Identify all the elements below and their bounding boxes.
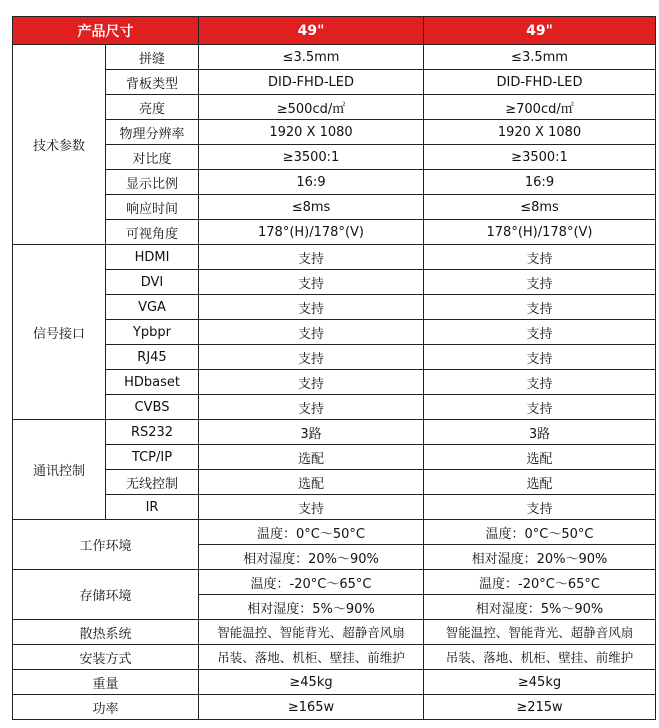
mounting-a: 吊装、落地、机柜、壁挂、前维护: [199, 645, 424, 670]
table-row: [13, 395, 656, 420]
value-b: 支持: [424, 245, 656, 270]
value-a: 支持: [199, 395, 424, 420]
value-b: 支持: [424, 295, 656, 320]
work-humidity-b: 相对湿度：20%～90%: [424, 545, 656, 570]
work-temp-b: 温度：0°C～50°C: [424, 520, 656, 545]
value-b: 支持: [424, 270, 656, 295]
header-row: [13, 17, 656, 45]
table-row: [13, 195, 656, 220]
value-b: 支持: [424, 395, 656, 420]
model-b-header: 49": [424, 17, 656, 45]
table-row: [13, 270, 656, 295]
value-b: 支持: [424, 495, 656, 520]
value-b: 16:9: [424, 170, 656, 195]
storage-humidity-b: 相对湿度：5%～90%: [424, 595, 656, 620]
row-label: TCP/IP: [106, 445, 199, 470]
value-b: ≥700cd/㎡: [424, 95, 656, 120]
value-b: 178°(H)/178°(V): [424, 220, 656, 245]
value-a: ≥500cd/㎡: [199, 95, 424, 120]
value-b: ≥3500:1: [424, 145, 656, 170]
value-b: 支持: [424, 345, 656, 370]
value-a: ≤3.5mm: [199, 45, 424, 70]
power-b: ≥215w: [424, 695, 656, 720]
row-label: VGA: [106, 295, 199, 320]
value-a: 支持: [199, 270, 424, 295]
row-label: IR: [106, 495, 199, 520]
value-b: DID-FHD-LED: [424, 70, 656, 95]
value-b: 3路: [424, 420, 656, 445]
table-row: [13, 120, 656, 145]
table-row: [13, 95, 656, 120]
work-env-label: 工作环境: [13, 520, 199, 570]
row-label: HDMI: [106, 245, 199, 270]
cooling-label: 散热系统: [13, 620, 199, 645]
value-b: 支持: [424, 320, 656, 345]
storage-temp-a: 温度：-20°C～65°C: [199, 570, 424, 595]
power-label: 功率: [13, 695, 199, 720]
storage-env-label: 存储环境: [13, 570, 199, 620]
row-label: 拼缝: [106, 45, 199, 70]
table-row: [13, 295, 656, 320]
table-row: [13, 420, 656, 445]
table-row: [13, 245, 656, 270]
power-a: ≥165w: [199, 695, 424, 720]
work-humidity-a: 相对湿度：20%～90%: [199, 545, 424, 570]
mounting-label: 安装方式: [13, 645, 199, 670]
row-label: HDbaset: [106, 370, 199, 395]
value-a: 支持: [199, 295, 424, 320]
value-b: 支持: [424, 370, 656, 395]
mounting-b: 吊装、落地、机柜、壁挂、前维护: [424, 645, 656, 670]
spec-table: [12, 16, 656, 720]
storage-humidity-a: 相对湿度：5%～90%: [199, 595, 424, 620]
work-temp-a: 温度：0°C～50°C: [199, 520, 424, 545]
row-label: RJ45: [106, 345, 199, 370]
value-a: 选配: [199, 470, 424, 495]
value-a: 支持: [199, 495, 424, 520]
row-label: DVI: [106, 270, 199, 295]
table-row: [13, 470, 656, 495]
table-row: [13, 620, 656, 645]
value-b: ≤3.5mm: [424, 45, 656, 70]
table-row: [13, 370, 656, 395]
value-a: ≤8ms: [199, 195, 424, 220]
row-label: 亮度: [106, 95, 199, 120]
value-a: 支持: [199, 245, 424, 270]
value-a: 支持: [199, 345, 424, 370]
size-label: 产品尺寸: [13, 17, 199, 45]
row-label: CVBS: [106, 395, 199, 420]
value-a: ≥3500:1: [199, 145, 424, 170]
weight-b: ≥45kg: [424, 670, 656, 695]
value-b: 选配: [424, 445, 656, 470]
value-a: 178°(H)/178°(V): [199, 220, 424, 245]
model-a-header: 49": [199, 17, 424, 45]
table-row: [13, 170, 656, 195]
table-row: [13, 495, 656, 520]
row-label: 响应时间: [106, 195, 199, 220]
row-label: 背板类型: [106, 70, 199, 95]
signal-category: 信号接口: [13, 245, 106, 420]
value-a: 16:9: [199, 170, 424, 195]
storage-temp-b: 温度：-20°C～65°C: [424, 570, 656, 595]
table-row: [13, 520, 656, 545]
cooling-b: 智能温控、智能背光、超静音风扇: [424, 620, 656, 645]
table-row: [13, 345, 656, 370]
row-label: 无线控制: [106, 470, 199, 495]
table-row: [13, 445, 656, 470]
table-row: [13, 670, 656, 695]
value-b: 选配: [424, 470, 656, 495]
table-row: [13, 220, 656, 245]
row-label: 可视角度: [106, 220, 199, 245]
value-a: 3路: [199, 420, 424, 445]
row-label: 物理分辨率: [106, 120, 199, 145]
table-row: [13, 320, 656, 345]
table-row: [13, 45, 656, 70]
table-row: [13, 570, 656, 595]
row-label: 显示比例: [106, 170, 199, 195]
table-row: [13, 645, 656, 670]
value-a: 支持: [199, 370, 424, 395]
value-a: DID-FHD-LED: [199, 70, 424, 95]
table-row: [13, 695, 656, 720]
row-label: Ypbpr: [106, 320, 199, 345]
weight-a: ≥45kg: [199, 670, 424, 695]
weight-label: 重量: [13, 670, 199, 695]
comm-category: 通讯控制: [13, 420, 106, 520]
value-a: 支持: [199, 320, 424, 345]
value-b: 1920 X 1080: [424, 120, 656, 145]
value-a: 选配: [199, 445, 424, 470]
tech-category: 技术参数: [13, 45, 106, 245]
value-a: 1920 X 1080: [199, 120, 424, 145]
row-label: RS232: [106, 420, 199, 445]
row-label: 对比度: [106, 145, 199, 170]
table-row: [13, 70, 656, 95]
cooling-a: 智能温控、智能背光、超静音风扇: [199, 620, 424, 645]
table-row: [13, 145, 656, 170]
value-b: ≤8ms: [424, 195, 656, 220]
